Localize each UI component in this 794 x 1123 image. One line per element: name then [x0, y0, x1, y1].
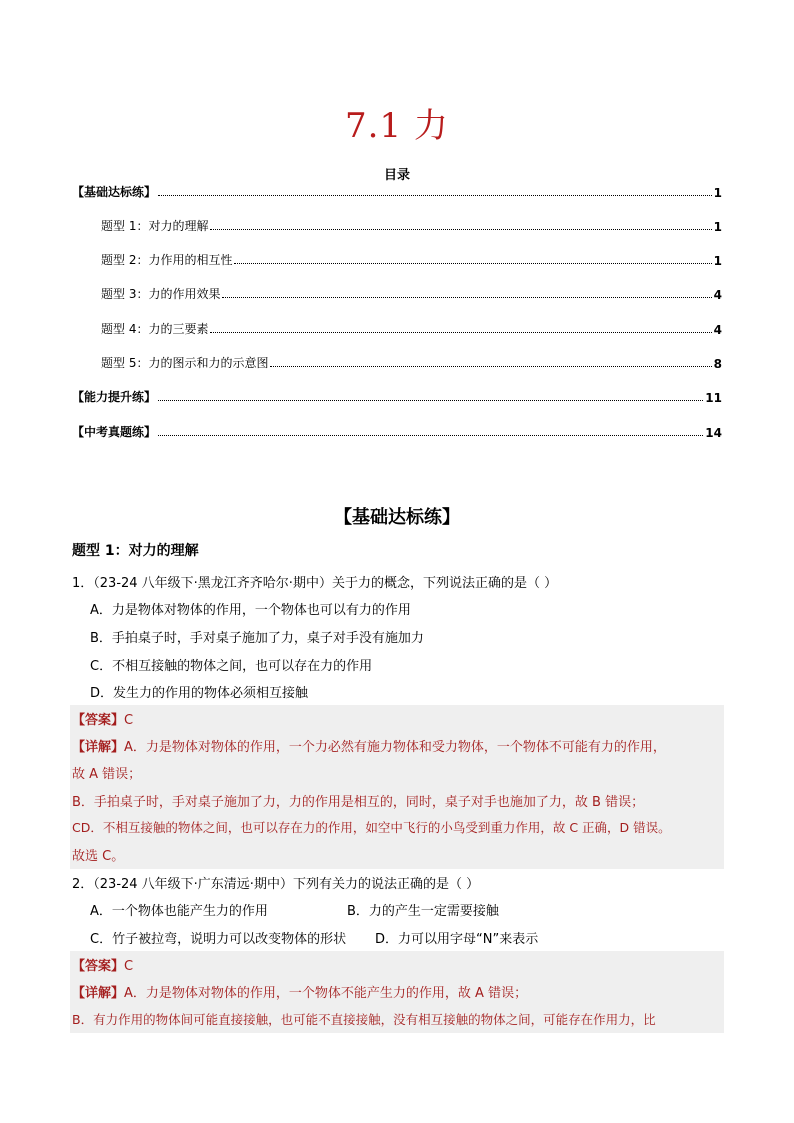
question-1-detail-line-3: B．手拍桌子时，手对桌子施加了力，力的作用是相互的，同时，桌子对手也施加了力，故 B 错误； [72, 795, 645, 810]
toc-label: 题型 1：对力的理解 [101, 219, 209, 233]
question-1-option-b: B．手拍桌子时，手对桌子施加了力，桌子对手没有施加力 [90, 631, 424, 646]
toc-entry-type-4[interactable] [101, 319, 722, 337]
question-2-detail-line-1 [72, 982, 527, 1001]
toc-heading: 目录 [383, 168, 410, 183]
toc-entry-type-5[interactable] [101, 353, 722, 371]
question-type-heading: 题型 1：对力的理解 [72, 543, 199, 559]
question-2-option-c: C．竹子被拉弯，说明力可以改变物体的形状 [90, 932, 347, 947]
question-2-option-d: D．力可以用字母“N”来表示 [375, 932, 539, 947]
question-1-detail-line-4: CD．不相互接触的物体之间，也可以存在力的作用，如空中飞行的小鸟受到重力作用，故 C 正确，D 错误。 [72, 820, 671, 835]
toc-leader [158, 195, 712, 196]
toc-entry-type-3[interactable] [101, 284, 722, 302]
toc-page: 1 [713, 220, 722, 234]
toc-leader [158, 400, 703, 401]
detail-text: A．力是物体对物体的作用，一个物体不能产生力的作用，故 A 错误； [124, 986, 528, 1001]
toc-label: 题型 2：力作用的相互性 [101, 253, 233, 267]
toc-label: 【能力提升练】 [72, 390, 157, 404]
toc-entry-advanced[interactable] [72, 387, 722, 405]
toc-leader [222, 297, 711, 298]
question-1-option-c: C．不相互接触的物体之间，也可以存在力的作用 [90, 659, 373, 674]
toc-label: 题型 3：力的作用效果 [101, 287, 221, 301]
toc-label: 【基础达标练】 [72, 185, 157, 199]
toc-page: 8 [713, 357, 722, 371]
toc-leader [210, 332, 711, 333]
answer-tag: 【答案】 [72, 713, 125, 728]
toc-page: 14 [705, 426, 722, 440]
toc-entry-basic[interactable] [72, 182, 722, 200]
question-2-answer [72, 955, 133, 974]
toc-page: 11 [705, 391, 722, 405]
toc-label: 题型 4：力的三要素 [101, 322, 209, 336]
answer-value: C [124, 959, 134, 974]
toc-leader [158, 435, 703, 436]
detail-text: A．力是物体对物体的作用，一个力必然有施力物体和受力物体，一个物体不可能有力的作用， [124, 740, 666, 755]
question-2-option-a: A．一个物体也能产生力的作用 [90, 904, 268, 919]
question-1-detail-line-1 [72, 736, 666, 755]
question-1-option-d: D．发生力的作用的物体必须相互接触 [90, 686, 309, 701]
question-1-option-a: A．力是物体对物体的作用，一个物体也可以有力的作用 [90, 603, 411, 618]
section-heading: 【基础达标练】 [334, 507, 460, 528]
toc-page: 4 [713, 323, 722, 337]
toc-page: 4 [713, 288, 722, 302]
question-2-detail-line-2: B．有力作用的物体间可能直接接触，也可能不直接接触，没有相互接触的物体之间，可能存在作用力，比 [72, 1012, 656, 1027]
question-1-answer-panel [70, 705, 724, 869]
toc-page: 1 [713, 186, 722, 200]
question-1-stem: 1．（23-24 八年级下·黑龙江齐齐哈尔·期中）关于力的概念，下列说法正确的是（ ） [72, 576, 558, 591]
toc-entry-type-2[interactable] [101, 250, 722, 268]
toc-leader [234, 263, 711, 264]
toc-label: 题型 5：力的图示和力的示意图 [101, 356, 269, 370]
detail-tag: 【详解】 [72, 740, 125, 755]
question-2-stem: 2．（23-24 八年级下·广东清远·期中）下列有关力的说法正确的是（ ） [72, 877, 480, 892]
detail-tag: 【详解】 [72, 986, 125, 1001]
toc-entry-type-1[interactable] [101, 216, 722, 234]
toc-leader [210, 229, 711, 230]
answer-value: C [124, 713, 134, 728]
toc-entry-exam[interactable] [72, 422, 722, 440]
question-1-answer [72, 709, 133, 728]
question-1-detail-line-5: 故选 C。 [72, 849, 125, 864]
toc-page: 1 [713, 254, 722, 268]
answer-tag: 【答案】 [72, 959, 125, 974]
toc-label: 【中考真题练】 [72, 425, 157, 439]
document-title: 7.1 力 [345, 106, 449, 146]
question-2-option-b: B．力的产生一定需要接触 [347, 904, 499, 919]
question-1-detail-line-2: 故 A 错误； [72, 767, 142, 782]
toc-leader [270, 366, 711, 367]
